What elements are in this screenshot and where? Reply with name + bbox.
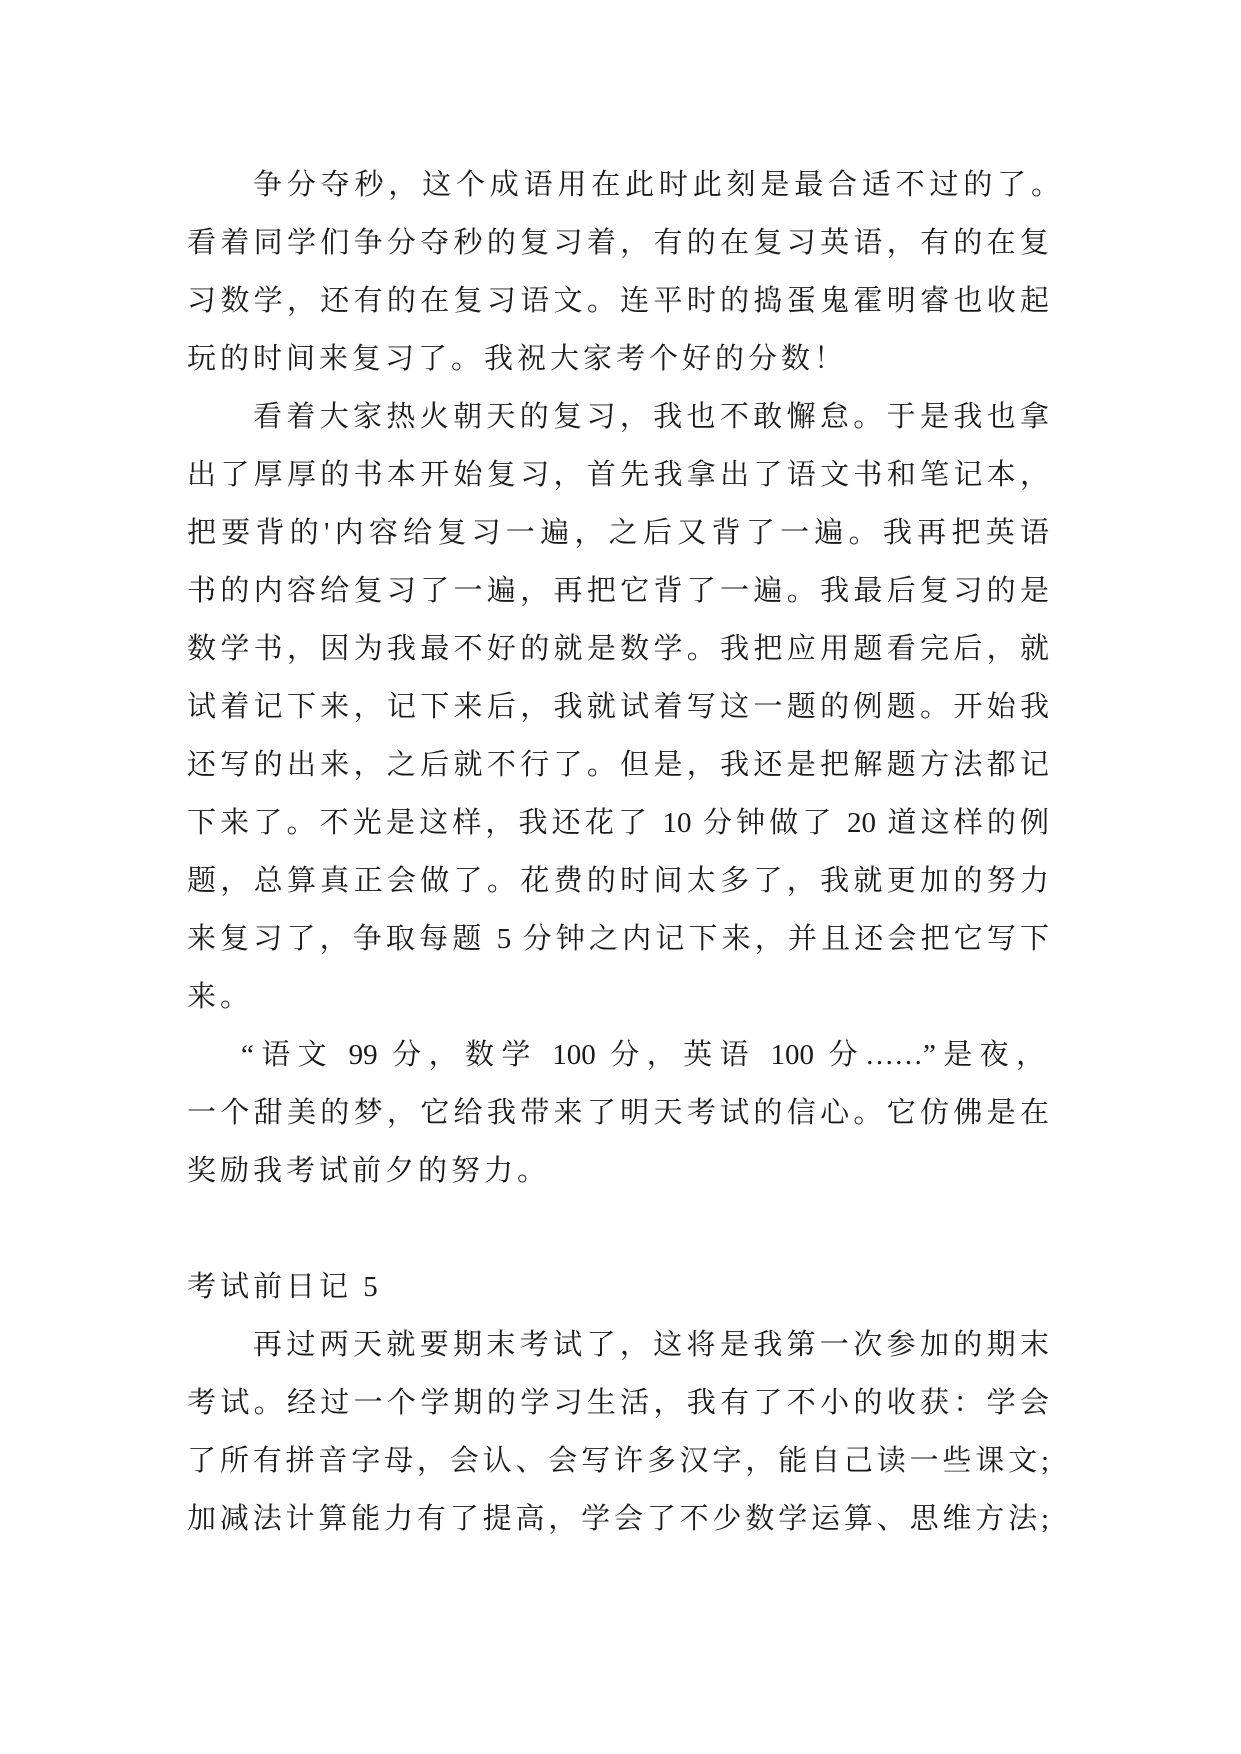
text-line: 争分夺秒，这个成语用在此时此刻是最合适不过的了。: [253, 169, 1060, 201]
text-line: 考试。经过一个学期的学习生活，我有了不小的收获：学会: [187, 1387, 1049, 1419]
text-line: 再过两天就要期末考试了，这将是我第一次参加的期末: [253, 1329, 1049, 1361]
text-line: 习数学，还有的在复习语文。连平时的捣蛋鬼霍明睿也收起: [187, 285, 1049, 317]
text-line: 试着记下来，记下来后，我就试着写这一题的例题。开始我: [187, 691, 1049, 723]
text-line: 了所有拼音字母，会认、会写许多汉字，能自己读一些课文;: [187, 1445, 1049, 1477]
text-line: 加减法计算能力有了提高，学会了不少数学运算、思维方法;: [187, 1503, 1049, 1535]
text-line: 来。: [187, 981, 254, 1013]
text-line: 来复习了，争取每题 5 分钟之内记下来，并且还会把它写下: [187, 923, 1049, 955]
text-line: 题，总算真正会做了。花费的时间太多了，我就更加的努力: [187, 865, 1049, 897]
section-heading: 考试前日记 5: [187, 1271, 382, 1303]
text-line: 玩的时间来复习了。我祝大家考个好的分数！: [187, 343, 848, 375]
text-line: 还写的出来，之后就不行了。但是，我还是把解题方法都记: [187, 749, 1049, 781]
text-line: 看着大家热火朝天的复习，我也不敢懈怠。于是我也拿: [253, 401, 1049, 433]
text-line: 奖励我考试前夕的努力。: [187, 1155, 551, 1187]
text-line: 看着同学们争分夺秒的复习着，有的在复习英语，有的在复: [187, 227, 1049, 259]
text-line: 数学书，因为我最不好的就是数学。我把应用题看完后，就: [187, 633, 1049, 665]
text-line: “语文 99 分，数学 100 分，英语 100 分……”是夜，: [241, 1039, 1045, 1071]
text-line: 下来了。不光是这样，我还花了 10 分钟做了 20 道这样的例: [187, 807, 1049, 839]
text-line: 把要背的'内容给复习一遍，之后又背了一遍。我再把英语: [187, 517, 1049, 549]
text-line: 书的内容给复习了一遍，再把它背了一遍。我最后复习的是: [187, 575, 1049, 607]
text-line: 出了厚厚的书本开始复习，首先我拿出了语文书和笔记本，: [187, 459, 1049, 491]
text-line: 一个甜美的梦，它给我带来了明天考试的信心。它仿佛是在: [187, 1097, 1049, 1129]
